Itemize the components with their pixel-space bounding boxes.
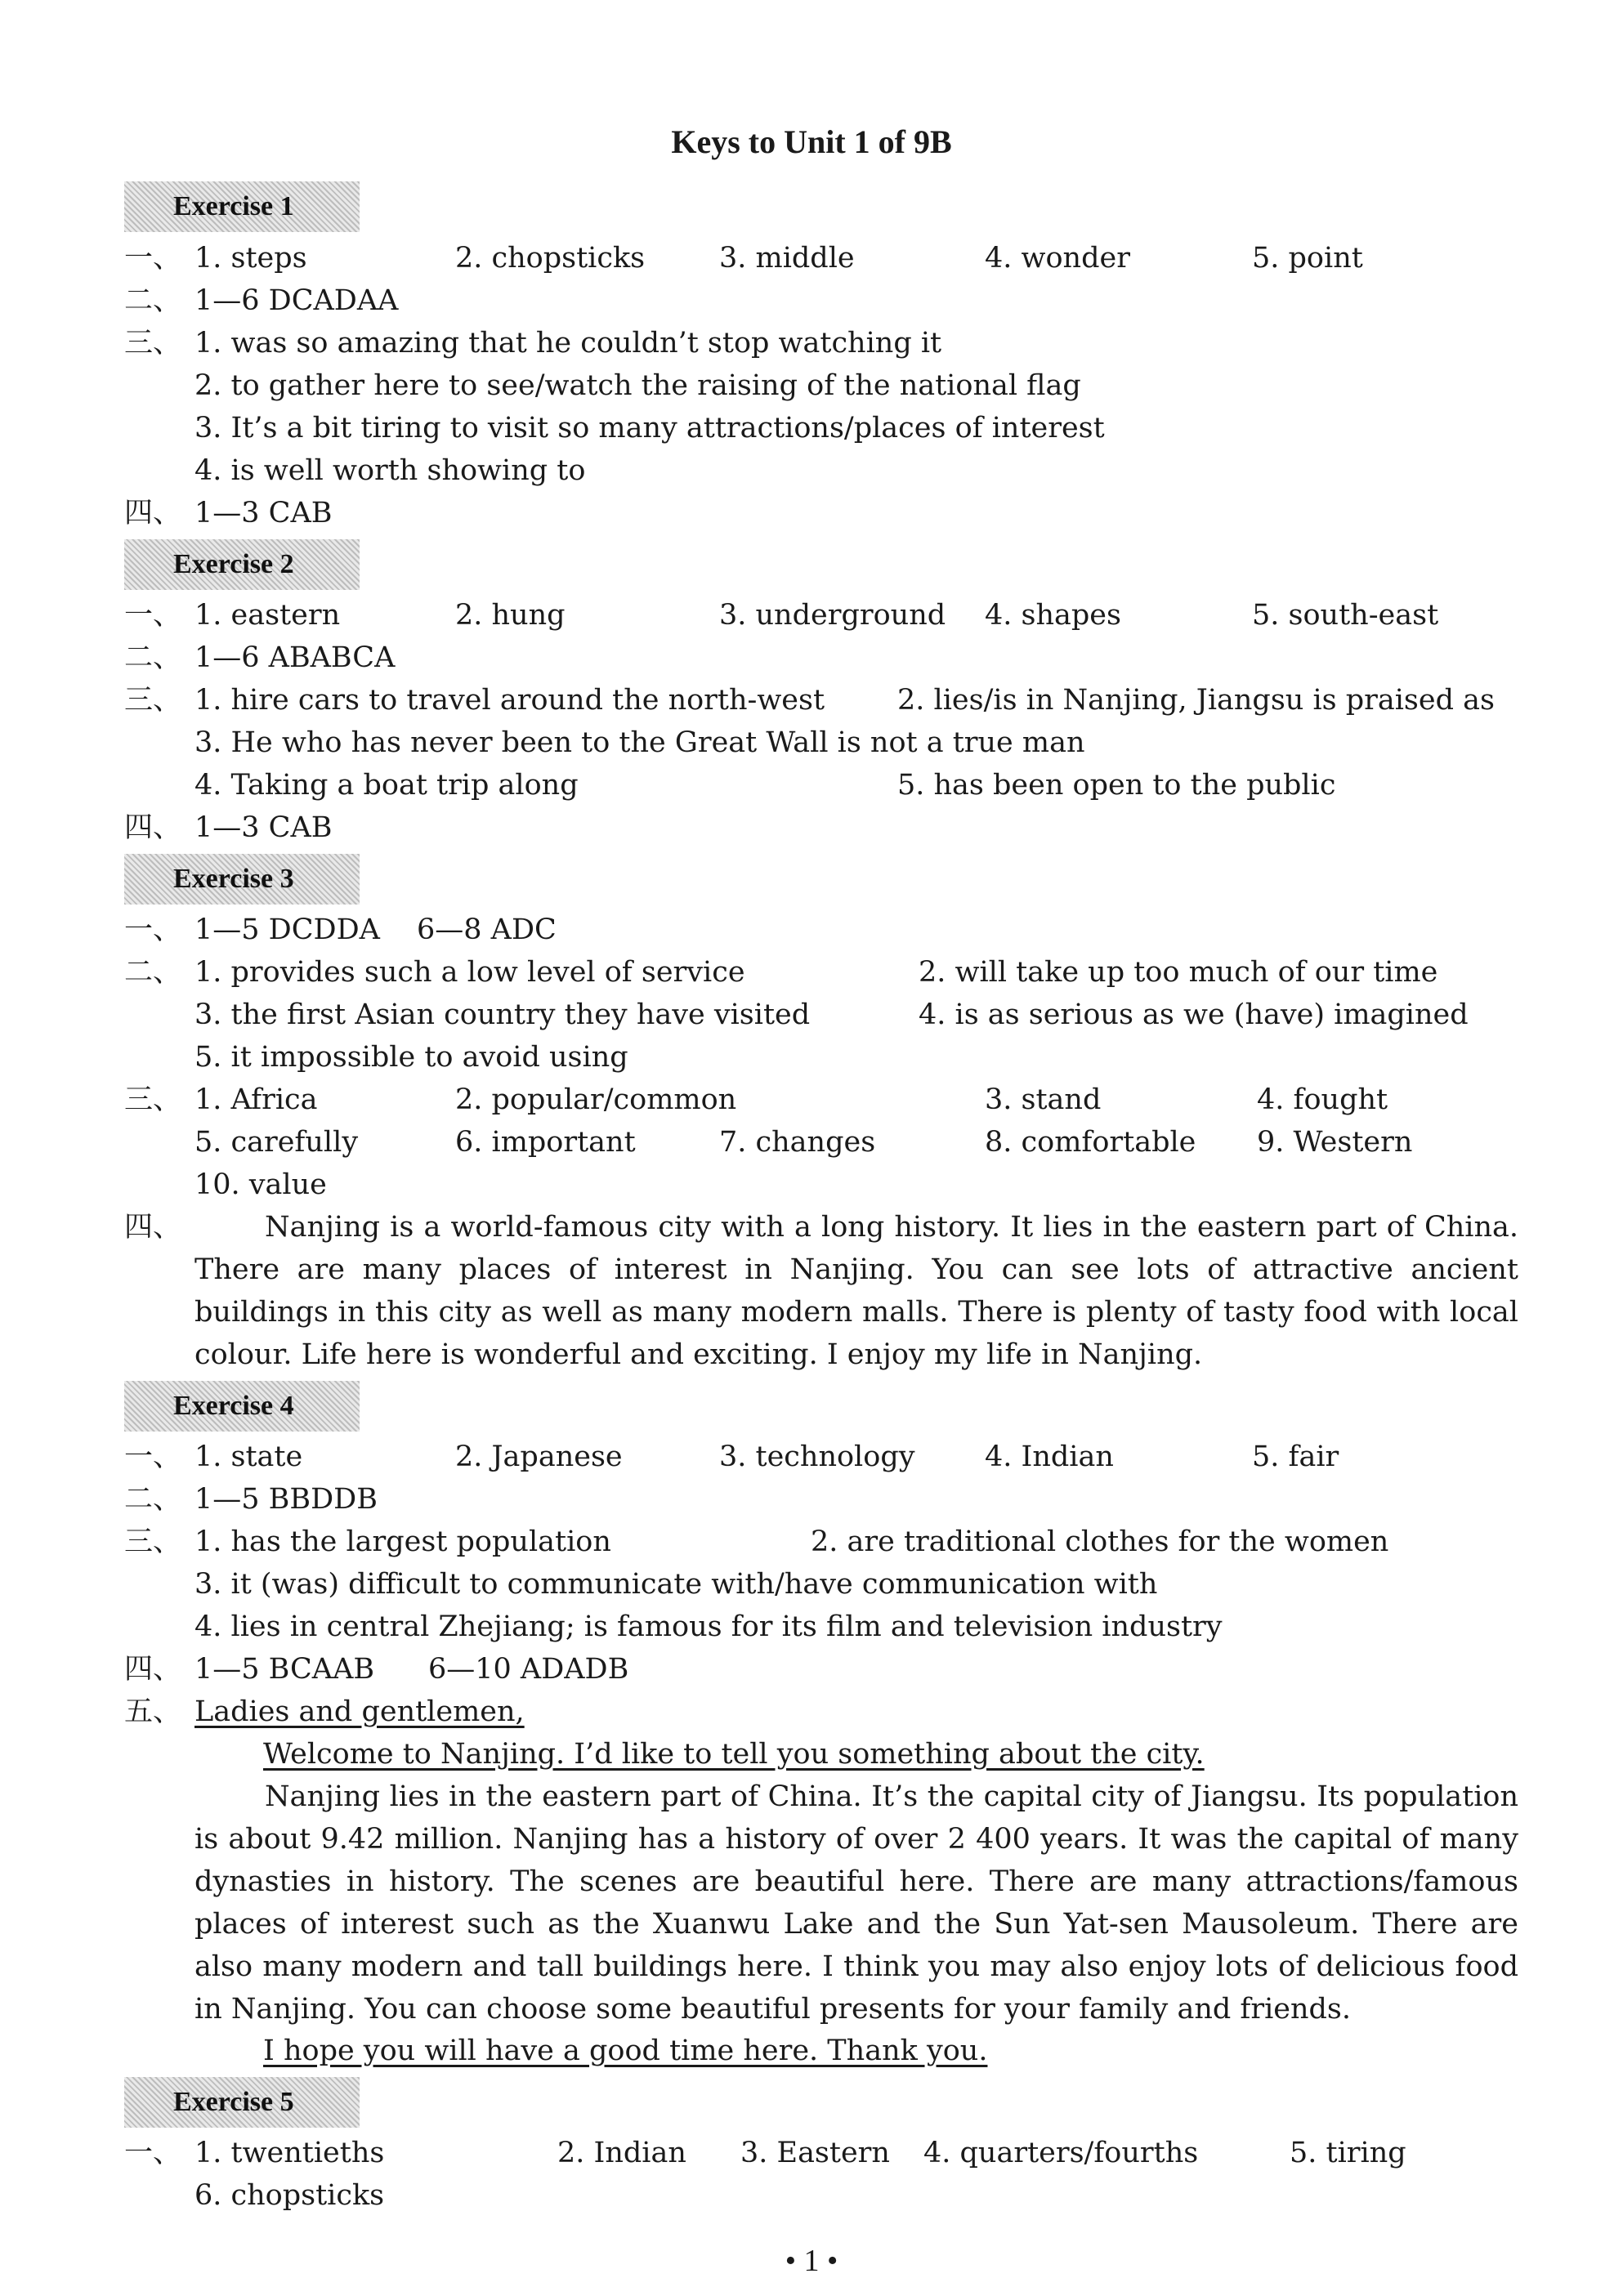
section-marker-1: 一、: [124, 242, 182, 275]
ex3-two-item-2: 2. will take up too much of our time: [919, 956, 1438, 989]
section-marker-2: 二、: [124, 956, 182, 989]
ex4-three-item-3: 3. it (was) difficult to communicate with/have communication with: [194, 1568, 1158, 1601]
ex2-three-item-1: 1. hire cars to travel around the north-west: [194, 684, 825, 717]
section-marker-2: 二、: [124, 1483, 182, 1516]
ex3-three-item-5: 5. carefully: [194, 1126, 359, 1159]
section-marker-3: 三、: [124, 327, 182, 360]
ex5-one-item-2: 2. Indian: [557, 2137, 686, 2169]
ex3-one-answers-b: 6—8 ADC: [417, 913, 557, 946]
section-marker-4: 四、: [124, 1653, 182, 1686]
section-marker-4: 四、: [124, 811, 182, 844]
section-marker-1: 一、: [124, 913, 182, 946]
section-marker-4: 四、: [124, 497, 182, 529]
ex4-five-greeting: Ladies and gentlemen,: [194, 1695, 525, 1728]
ex1-two-answers: 1—6 DCADAA: [194, 284, 399, 317]
section-marker-3: 三、: [124, 684, 182, 717]
ex5-one-item-5: 5. tiring: [1290, 2137, 1406, 2169]
ex1-three-item-3: 3. It’s a bit tiring to visit so many attractions/places of interest: [194, 412, 1105, 444]
ex3-one-answers-a: 1—5 DCDDA: [194, 913, 380, 946]
ex4-four-answers-a: 1—5 BCAAB: [194, 1653, 375, 1686]
section-marker-5: 五、: [124, 1695, 182, 1728]
ex4-four-answers-b: 6—10 ADADB: [428, 1653, 629, 1686]
ex3-three-item-9: 9. Western: [1257, 1126, 1413, 1159]
section-marker-3: 三、: [124, 1525, 182, 1558]
section-marker-2: 二、: [124, 284, 182, 317]
ex2-three-item-2: 2. lies/is in Nanjing, Jiangsu is praised as: [897, 684, 1495, 717]
ex2-one-item-3: 3. underground: [719, 599, 946, 632]
ex5-one-item-4: 4. quarters/fourths: [923, 2137, 1199, 2169]
ex4-two-answers: 1—5 BBDDB: [194, 1483, 378, 1516]
ex4-three-item-2: 2. are traditional clothes for the women: [811, 1525, 1389, 1558]
ex4-five-body: Nanjing lies in the eastern part of China. It’s the capital city of Jiangsu. Its population is about 9.42 million. Nanjing has a history of over 2 400 years. It was the capital of many dynasties in history. The scenes are beautiful here. There are many attractions/famous places of interest such as the Xuanwu Lake and the Sun Yat-sen Mausoleum. There are also many modern and tall buildings here. I think you may also enjoy lots of delicious food in Nanjing. You can choose some beautiful presents for your family and friends.: [194, 1780, 1518, 2026]
ex2-one-item-2: 2. hung: [455, 599, 566, 632]
ex3-two-item-1: 1. provides such a low level of service: [194, 956, 745, 989]
ex4-five-welcome: Welcome to Nanjing. I’d like to tell you something about the city.: [263, 1738, 1205, 1771]
exercise-5-heading: Exercise 5: [124, 2077, 360, 2128]
ex4-one-item-1: 1. state: [194, 1441, 303, 1473]
page-number: • 1 •: [785, 2244, 838, 2278]
ex3-three-item-6: 6. important: [455, 1126, 636, 1159]
ex4-five-closing: I hope you will have a good time here. Thank you.: [263, 2035, 988, 2067]
section-marker-2: 二、: [124, 641, 182, 674]
ex1-three-item-4: 4. is well worth showing to: [194, 454, 586, 487]
section-marker-1: 一、: [124, 599, 182, 632]
ex4-three-item-1: 1. has the largest population: [194, 1525, 611, 1558]
ex1-one-item-3: 3. middle: [719, 242, 855, 275]
ex2-four-answers: 1—3 CAB: [194, 811, 333, 844]
ex4-one-item-3: 3. technology: [719, 1441, 915, 1473]
ex5-one-item-6: 6. chopsticks: [194, 2179, 385, 2212]
exercise-1-heading: Exercise 1: [124, 181, 360, 232]
ex2-two-answers: 1—6 ABABCA: [194, 641, 396, 674]
ex1-one-item-5: 5. point: [1252, 242, 1363, 275]
ex3-three-item-10: 10. value: [194, 1168, 327, 1201]
ex1-one-item-4: 4. wonder: [985, 242, 1130, 275]
ex1-one-item-1: 1. steps: [194, 242, 307, 275]
ex3-two-item-5: 5. it impossible to avoid using: [194, 1041, 628, 1074]
ex3-three-item-8: 8. comfortable: [985, 1126, 1196, 1159]
ex3-four-paragraph: [194, 1206, 1518, 1376]
ex4-one-item-5: 5. fair: [1252, 1441, 1339, 1473]
ex3-three-item-4: 4. fought: [1257, 1083, 1388, 1116]
exercise-4-heading: Exercise 4: [124, 1381, 360, 1432]
section-marker-1: 一、: [124, 2137, 182, 2169]
ex4-five-body-paragraph: [194, 1776, 1518, 2030]
ex4-one-item-2: 2. Japanese: [455, 1441, 623, 1473]
ex1-three-item-1: 1. was so amazing that he couldn’t stop watching it: [194, 327, 942, 360]
ex2-one-item-1: 1. eastern: [194, 599, 341, 632]
ex3-three-item-3: 3. stand: [985, 1083, 1102, 1116]
ex2-three-item-4: 4. Taking a boat trip along: [194, 769, 579, 802]
page-title: Keys to Unit 1 of 9B: [671, 123, 952, 160]
ex3-two-item-3: 3. the first Asian country they have visited: [194, 998, 811, 1031]
ex5-one-item-1: 1. twentieths: [194, 2137, 385, 2169]
ex3-four-text: Nanjing is a world-famous city with a long history. It lies in the eastern part of China. There are many places of interest in Nanjing. You can see lots of attractive ancient buildings in this city as well as many modern malls. There is plenty of tasty food with local colour. Life here is wonderful and exciting. I enjoy my life in Nanjing.: [194, 1211, 1518, 1371]
ex4-one-item-4: 4. Indian: [985, 1441, 1114, 1473]
ex1-four-answers: 1—3 CAB: [194, 497, 333, 529]
exercise-3-heading: Exercise 3: [124, 854, 360, 905]
section-marker-3: 三、: [124, 1083, 182, 1116]
ex4-three-item-4: 4. lies in central Zhejiang; is famous for its film and television industry: [194, 1610, 1223, 1643]
ex1-three-item-2: 2. to gather here to see/watch the raising of the national flag: [194, 369, 1081, 402]
ex5-one-item-3: 3. Eastern: [740, 2137, 890, 2169]
ex3-two-item-4: 4. is as serious as we (have) imagined: [919, 998, 1469, 1031]
ex2-one-item-4: 4. shapes: [985, 599, 1121, 632]
ex1-one-item-2: 2. chopsticks: [455, 242, 646, 275]
ex3-three-item-2: 2. popular/common: [455, 1083, 737, 1116]
ex3-three-item-1: 1. Africa: [194, 1083, 318, 1116]
ex2-three-item-3: 3. He who has never been to the Great Wall is not a true man: [194, 726, 1085, 759]
section-marker-4: 四、: [124, 1211, 182, 1244]
ex3-three-item-7: 7. changes: [719, 1126, 876, 1159]
section-marker-1: 一、: [124, 1441, 182, 1473]
ex2-three-item-5: 5. has been open to the public: [897, 769, 1336, 802]
exercise-2-heading: Exercise 2: [124, 539, 360, 590]
ex2-one-item-5: 5. south-east: [1252, 599, 1439, 632]
